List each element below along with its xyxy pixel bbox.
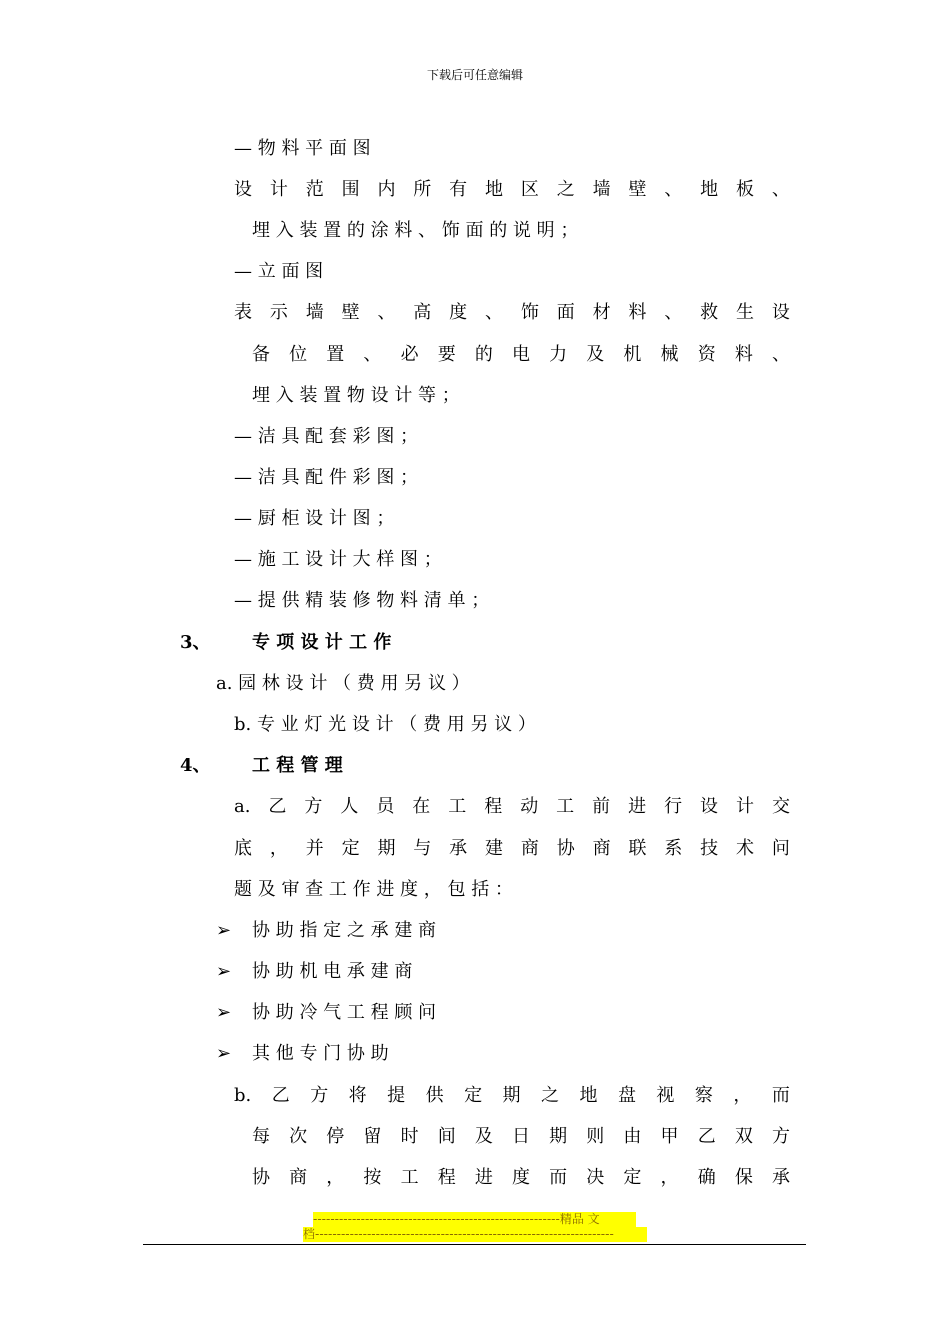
- char: 、: [771, 344, 790, 365]
- char: 范: [305, 179, 324, 200]
- text-line: 埋 入 装 置 的 涂 料 、 饰 面 的 说 明 ；: [252, 220, 579, 241]
- arrow-bullet-icon: ➢: [216, 920, 232, 941]
- char: 所: [413, 179, 432, 200]
- bullet-text: 其 他 专 门 协 助: [252, 1043, 389, 1064]
- char: 设: [700, 796, 719, 817]
- char: 留: [363, 1126, 382, 1147]
- section-4-title: 工 程 管 理: [252, 755, 343, 776]
- char: 工: [448, 796, 467, 817]
- char: 度: [449, 302, 468, 323]
- char: 期: [502, 1085, 521, 1106]
- char: 期: [377, 838, 396, 859]
- char: 乙: [271, 1085, 290, 1106]
- char: 乙: [697, 1126, 716, 1147]
- char: 饰: [520, 302, 539, 323]
- bullet-text: 协 助 指 定 之 承 建 商: [252, 920, 437, 941]
- char: 、: [485, 302, 504, 323]
- char: 双: [734, 1126, 753, 1147]
- char: 乙: [268, 796, 287, 817]
- char: 工: [400, 1167, 419, 1188]
- char: 与: [413, 838, 432, 859]
- char: 决: [586, 1167, 605, 1188]
- char: ，: [269, 838, 288, 859]
- bullet-item: [216, 919, 436, 943]
- char: 板: [736, 179, 755, 200]
- char: 料: [734, 344, 753, 365]
- arrow-bullet-icon: ➢: [216, 961, 232, 982]
- char: 救: [700, 302, 719, 323]
- char: 商: [520, 838, 539, 859]
- char: 、: [664, 179, 683, 200]
- char: 行: [664, 796, 683, 817]
- char: 每: [252, 1126, 270, 1147]
- char: 及: [474, 1126, 493, 1147]
- page-header: 下载后可任意编辑: [426, 68, 523, 82]
- char: 之: [556, 179, 575, 200]
- char: 计: [269, 179, 288, 200]
- char: 面: [556, 302, 575, 323]
- bullet-item: [216, 1042, 389, 1066]
- bullet-item: [216, 960, 412, 984]
- char: 度: [511, 1167, 530, 1188]
- char: 地: [700, 179, 719, 200]
- char: 承: [771, 1167, 790, 1188]
- char: 资: [697, 344, 716, 365]
- char: 、: [377, 302, 396, 323]
- char: 、: [363, 344, 382, 365]
- text-line: 埋 入 装 置 物 设 计 等 ；: [252, 385, 460, 406]
- char: 墙: [305, 302, 324, 323]
- char: 、: [664, 302, 683, 323]
- char: 及: [586, 344, 605, 365]
- char: 供: [425, 1085, 444, 1106]
- char: 定: [341, 838, 360, 859]
- char: 确: [697, 1167, 716, 1188]
- arrow-bullet-icon: ➢: [216, 1043, 232, 1064]
- char: 围: [341, 179, 360, 200]
- bullet-item: [216, 1001, 436, 1025]
- char: 联: [628, 838, 647, 859]
- char: 电: [511, 344, 530, 365]
- char: 建: [485, 838, 504, 859]
- char: 置: [326, 344, 345, 365]
- text-line: [234, 837, 790, 861]
- char: 地: [485, 179, 504, 200]
- char: 前: [592, 796, 611, 817]
- char: 墙: [592, 179, 611, 200]
- char: 由: [623, 1126, 642, 1147]
- char: 商: [592, 838, 611, 859]
- char: 并: [305, 838, 324, 859]
- char: 计: [736, 796, 755, 817]
- section-3-number: 3、: [180, 632, 211, 653]
- item-elevation: — 立 面 图: [234, 261, 324, 282]
- char: 停: [326, 1126, 345, 1147]
- char: 必: [400, 344, 419, 365]
- item-material-plan: — 物 料 平 面 图: [234, 138, 371, 159]
- char: b.: [234, 1085, 252, 1106]
- char: 日: [511, 1126, 530, 1147]
- char: 系: [664, 838, 683, 859]
- text-line: [234, 795, 790, 819]
- section-3-item-a: a. 园 林 设 计 （ 费 用 另 议 ）: [216, 673, 470, 694]
- char: 协: [556, 838, 575, 859]
- footer-divider: [143, 1244, 806, 1245]
- char: 按: [363, 1167, 382, 1188]
- item-sanitary-parts: — 洁 具 配 件 彩 图 ；: [234, 467, 419, 488]
- char: 盘: [617, 1085, 636, 1106]
- char: 人: [340, 796, 359, 817]
- section-4-number: 4、: [180, 755, 211, 776]
- char: ，: [326, 1167, 345, 1188]
- char: a.: [234, 796, 251, 817]
- char: 察: [694, 1085, 713, 1106]
- char: ，: [660, 1167, 679, 1188]
- char: 在: [412, 796, 431, 817]
- char: 设: [771, 302, 790, 323]
- char: 次: [289, 1126, 308, 1147]
- char: 械: [660, 344, 679, 365]
- char: 承: [449, 838, 468, 859]
- char: 底: [234, 838, 252, 859]
- char: 区: [520, 179, 539, 200]
- char: 期: [549, 1126, 568, 1147]
- char: 要: [437, 344, 456, 365]
- arrow-bullet-icon: ➢: [216, 1002, 232, 1023]
- char: 材: [592, 302, 611, 323]
- footer-watermark-line1: ---------------------------------------------------------精品 文: [313, 1212, 636, 1227]
- char: 机: [623, 344, 642, 365]
- char: 有: [449, 179, 468, 200]
- char: 方: [304, 796, 323, 817]
- char: 定: [623, 1167, 642, 1188]
- char: 方: [310, 1085, 329, 1106]
- char: 而: [771, 1085, 790, 1106]
- text-line: [252, 343, 790, 367]
- char: 、: [771, 179, 790, 200]
- char: 进: [474, 1167, 493, 1188]
- char: 生: [736, 302, 755, 323]
- char: 协: [252, 1167, 270, 1188]
- char: 间: [437, 1126, 456, 1147]
- text-line: [234, 178, 790, 202]
- char: 交: [771, 796, 790, 817]
- char: 而: [549, 1167, 568, 1188]
- bullet-text: 协 助 冷 气 工 程 顾 问: [252, 1002, 437, 1023]
- char: 示: [269, 302, 288, 323]
- char: 方: [771, 1126, 790, 1147]
- char: 工: [556, 796, 575, 817]
- text-line: 题 及 审 查 工 作 进 度 ， 包 括 ：: [234, 879, 513, 900]
- char: 壁: [341, 302, 360, 323]
- item-material-list: — 提 供 精 装 修 物 料 清 单 ；: [234, 590, 490, 611]
- char: 力: [549, 344, 568, 365]
- char: 问: [771, 838, 790, 859]
- section-3-item-b: b. 专 业 灯 光 设 计 （ 费 用 另 议 ）: [234, 714, 536, 735]
- char: 程: [437, 1167, 456, 1188]
- char: 则: [586, 1126, 605, 1147]
- char: 地: [579, 1085, 598, 1106]
- char: 之: [541, 1085, 559, 1106]
- char: 视: [656, 1085, 675, 1106]
- char: 表: [234, 302, 252, 323]
- char: 的: [474, 344, 493, 365]
- text-line: [252, 1166, 790, 1190]
- char: 将: [348, 1085, 367, 1106]
- char: 定: [464, 1085, 483, 1106]
- char: 时: [400, 1126, 419, 1147]
- bullet-text: 协 助 机 电 承 建 商: [252, 961, 413, 982]
- char: 料: [628, 302, 647, 323]
- text-line: [234, 301, 790, 325]
- char: 甲: [660, 1126, 679, 1147]
- char: 高: [413, 302, 432, 323]
- char: 保: [734, 1167, 753, 1188]
- char: 提: [387, 1085, 406, 1106]
- item-cabinet: — 厨 柜 设 计 图 ；: [234, 508, 395, 529]
- item-sanitary-set: — 洁 具 配 套 彩 图 ；: [234, 426, 419, 447]
- char: ，: [733, 1085, 752, 1106]
- char: 程: [484, 796, 503, 817]
- section-3-title: 专 项 设 计 工 作: [252, 632, 392, 653]
- char: 位: [289, 344, 308, 365]
- char: 壁: [628, 179, 647, 200]
- text-line: [234, 1084, 790, 1108]
- footer-watermark-line2: 档---------------------------------------------------------------------: [303, 1227, 647, 1242]
- char: 技: [700, 838, 719, 859]
- char: 术: [736, 838, 755, 859]
- char: 内: [377, 179, 396, 200]
- text-line: [252, 1125, 790, 1149]
- char: 进: [628, 796, 647, 817]
- char: 设: [234, 179, 252, 200]
- char: 员: [376, 796, 395, 817]
- char: 商: [289, 1167, 308, 1188]
- char: 备: [252, 344, 270, 365]
- char: 动: [520, 796, 539, 817]
- item-detail: — 施 工 设 计 大 样 图 ；: [234, 549, 442, 570]
